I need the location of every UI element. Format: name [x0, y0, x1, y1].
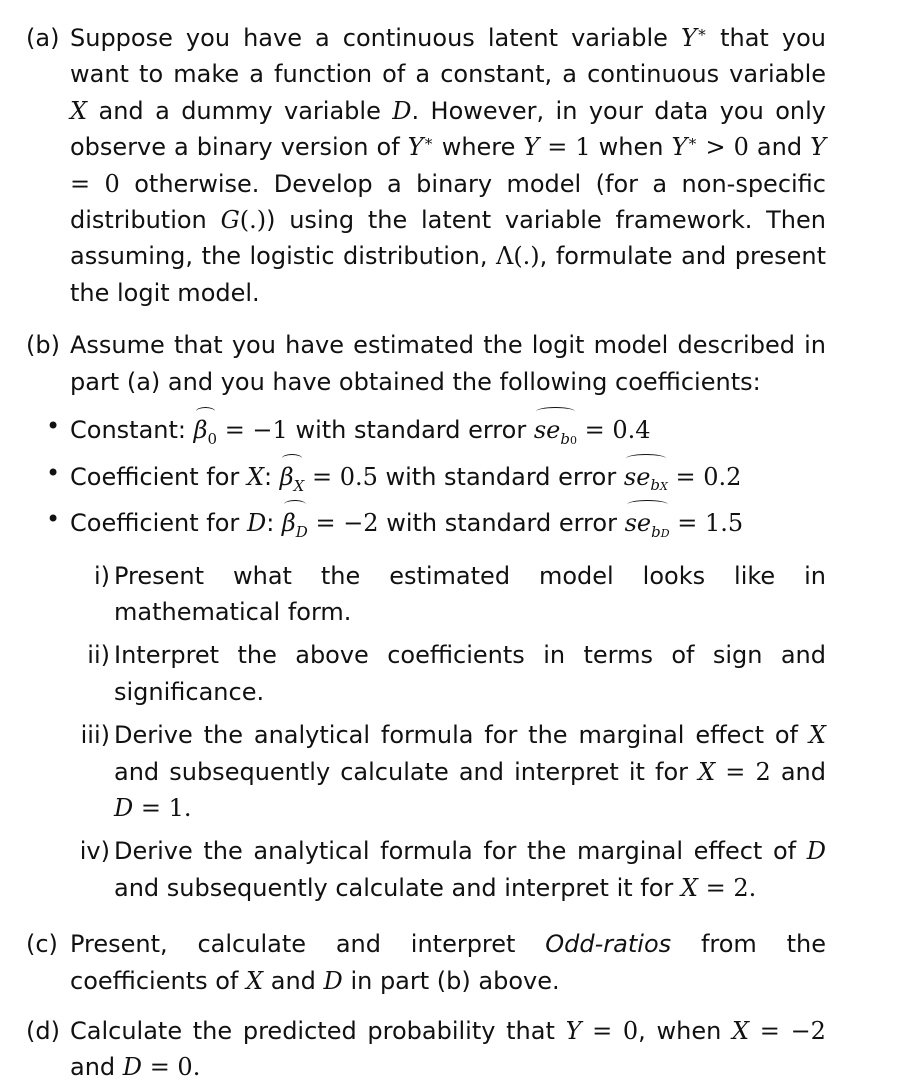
- coefficient-constant: • Constant: $\beta_0 = -1$ with standard error $se_{b0} = 0.4$: [26, 408, 826, 455]
- subquestion-ii: ii) Interpret the above coefficients in terms of sign and significance.: [87, 641, 826, 706]
- part-c: (c) Present, calculate and interpret Odd-ratios from the coefficients of X and D in part (b) above.: [26, 926, 826, 999]
- part-a-label: (a): [26, 24, 60, 52]
- coefficient-d: • Coefficient for D: $\beta_D = -2$ with standard error $se_{bD} = 1.5$: [26, 501, 826, 548]
- coefficient-x: • Coefficient for X: $\beta_X = 0.5$ with standard error $se_{bX} = 0.2$: [26, 455, 826, 502]
- part-b-intro: Assume that you have estimated the logit model described in part (a) and you have obtained the following coefficients:: [70, 331, 826, 396]
- subquestion-iii: iii) Derive the analytical formula for the marginal effect of X and subsequently calculate and interpret it for X = 2 and D = 1.: [80, 721, 826, 822]
- part-c-label: (c): [26, 930, 58, 959]
- part-a: (a) Suppose you have a continuous latent variable Y∗ that you want to make a function of a constant, a continuous variable X and a dummy variable D. However, in your data you only observe a binary version of Y∗ where Y = 1 when Y∗ > 0 and Y = 0 otherwise. Develop a binary model (for a non-specific distribution G(.)) using the latent variable framework. Then assuming, the logistic distribution, Λ(.), formulate and present the logit model.: [26, 20, 826, 311]
- subquestion-iv: iv) Derive the analytical formula for the marginal effect of D and subsequently calculate and interpret it for X = 2.: [79, 837, 826, 902]
- subquestion-i: i) Present what the estimated model looks like in mathematical form.: [93, 561, 826, 626]
- subquestion-list: [26, 558, 826, 907]
- part-d-label: (d): [26, 1017, 60, 1046]
- part-b-label: (b): [26, 331, 60, 360]
- part-b: [26, 327, 826, 400]
- part-d: (d) Calculate the predicted probability that Y = 0, when X = −2 and D = 0.: [26, 1013, 826, 1086]
- exam-question: [26, 20, 826, 1086]
- coefficient-list: [26, 408, 826, 548]
